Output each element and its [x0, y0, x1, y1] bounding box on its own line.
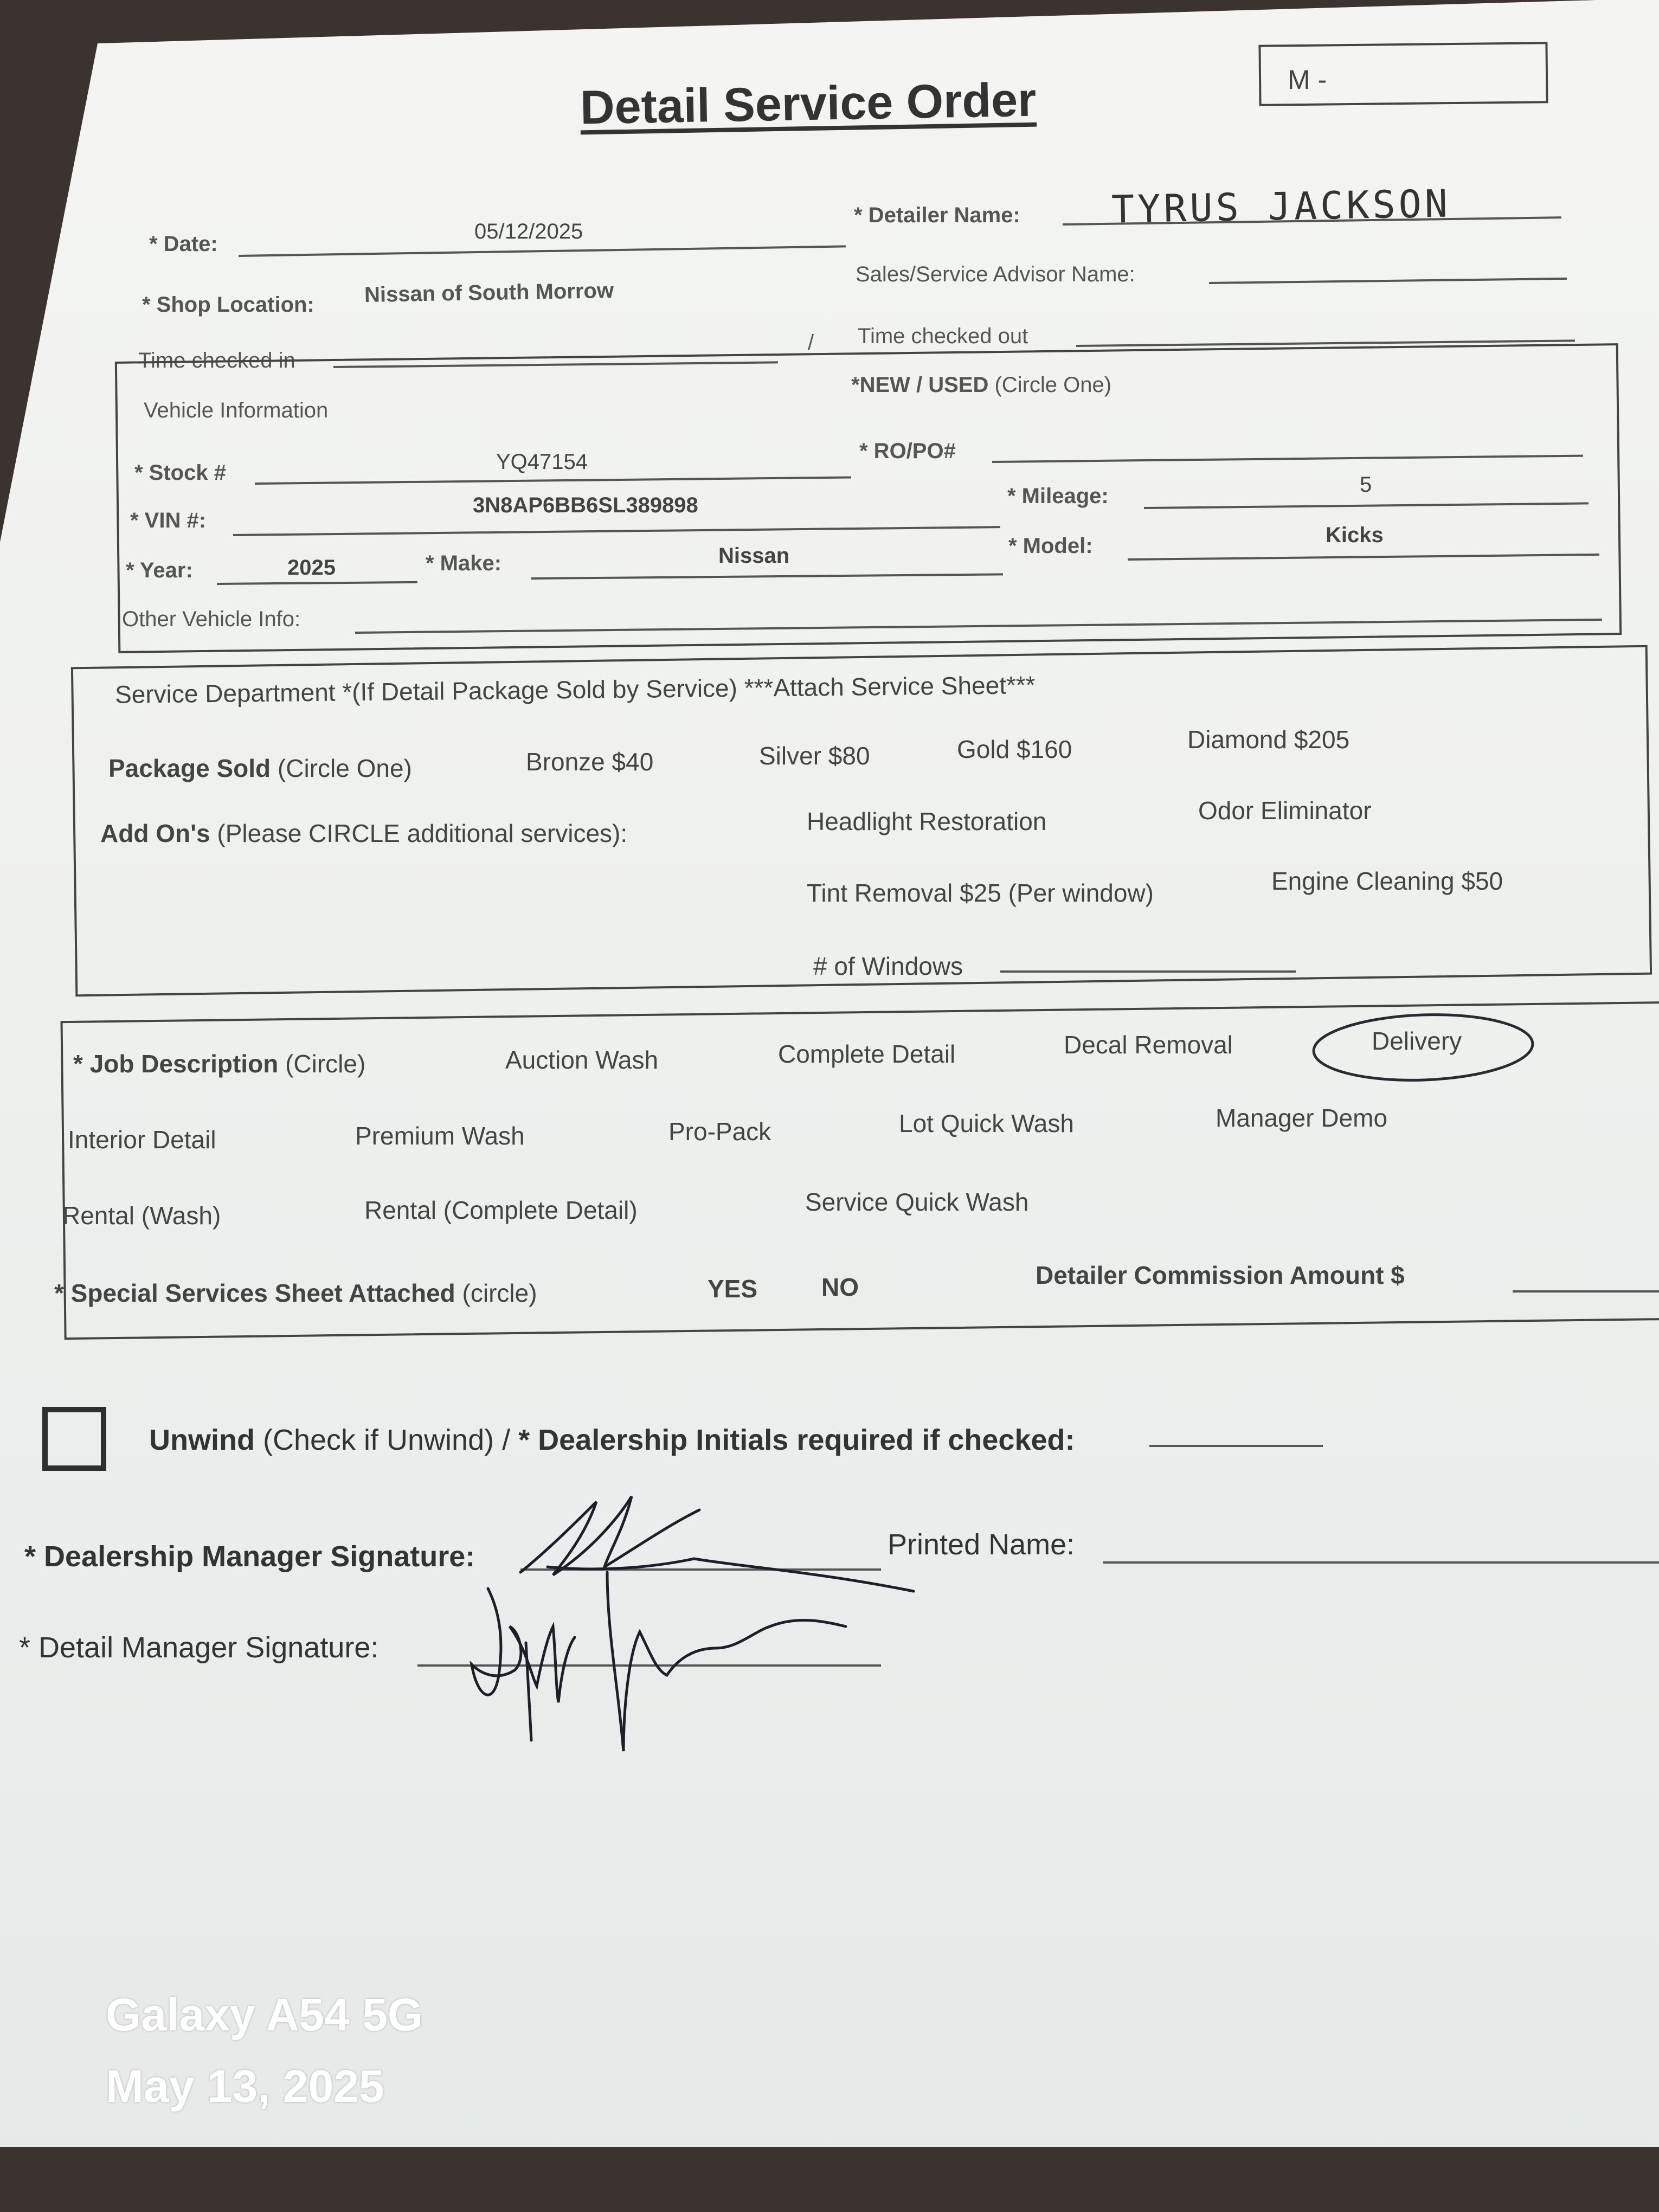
- printed-name-line: [1103, 1561, 1659, 1564]
- job-rental-complete[interactable]: Rental (Complete Detail): [364, 1196, 638, 1224]
- package-sold-label: [108, 754, 412, 783]
- new-used-label: [851, 373, 1111, 397]
- detailer-name-value: TYRUS JACKSON: [1111, 181, 1451, 232]
- make-value: Nissan: [718, 544, 790, 568]
- job-label: [73, 1049, 365, 1078]
- package-diamond[interactable]: Diamond $205: [1187, 725, 1350, 754]
- package-gold[interactable]: Gold $160: [957, 735, 1072, 763]
- vin-label: * VIN #:: [130, 509, 207, 532]
- package-bronze[interactable]: Bronze $40: [526, 748, 654, 776]
- package-silver[interactable]: Silver $80: [759, 742, 870, 770]
- special-services-hint: (circle): [462, 1279, 537, 1307]
- unwind-label: [149, 1423, 1075, 1457]
- addon-engine[interactable]: Engine Cleaning $50: [1271, 867, 1503, 895]
- date-label: * Date:: [149, 232, 218, 256]
- addon-tint[interactable]: Tint Removal $25 (Per window): [807, 879, 1154, 907]
- time-out-label: Time checked out: [858, 324, 1028, 348]
- job-label-hint: (Circle): [285, 1050, 366, 1078]
- advisor-label: Sales/Service Advisor Name:: [856, 262, 1135, 286]
- form-id-label: M -: [1288, 65, 1327, 95]
- stock-label: * Stock #: [134, 461, 226, 485]
- job-rental-wash[interactable]: Rental (Wash): [62, 1201, 221, 1230]
- addons-hint: (Please CIRCLE additional services):: [217, 819, 628, 847]
- unwind-checkbox[interactable]: [42, 1407, 106, 1471]
- stock-value: YQ47154: [496, 450, 588, 474]
- job-interior-detail[interactable]: Interior Detail: [68, 1126, 216, 1154]
- job-complete-detail[interactable]: Complete Detail: [778, 1040, 956, 1068]
- vehicle-info-label: Vehicle Information: [144, 398, 329, 422]
- job-delivery[interactable]: Delivery: [1372, 1027, 1462, 1055]
- service-header: Service Department *(If Detail Package Sold by Service) ***Attach Service Sheet***: [114, 671, 1036, 709]
- detail-manager-sig-label: * Detail Manager Signature:: [19, 1631, 379, 1664]
- detail-manager-signature: [445, 1567, 889, 1762]
- package-sold-hint: (Circle One): [277, 754, 412, 782]
- addons-label: [100, 819, 627, 848]
- year-label: * Year:: [126, 558, 193, 582]
- job-auction-wash[interactable]: Auction Wash: [505, 1046, 659, 1074]
- new-used-text: *NEW / USED: [851, 373, 989, 397]
- unwind-text: Unwind: [149, 1424, 255, 1456]
- other-info-label: Other Vehicle Info:: [122, 607, 301, 631]
- unwind-initials-line: [1149, 1445, 1323, 1447]
- delivery-circle-mark: [1309, 1008, 1537, 1090]
- camera-watermark: [106, 1979, 423, 2122]
- job-label-text: * Job Description: [73, 1050, 279, 1078]
- time-in-label: Time checked in: [138, 349, 295, 372]
- special-no[interactable]: NO: [821, 1273, 859, 1301]
- mileage-value: 5: [1360, 473, 1372, 497]
- model-value: Kicks: [1326, 523, 1384, 547]
- job-service-quick-wash[interactable]: Service Quick Wash: [805, 1188, 1029, 1216]
- addons-text: Add On's: [100, 819, 210, 847]
- addon-odor[interactable]: Odor Eliminator: [1198, 796, 1372, 825]
- form-title: Detail Service Order: [580, 72, 1037, 134]
- time-slash: /: [808, 331, 814, 355]
- special-services-label: [54, 1278, 537, 1308]
- job-lot-quick-wash[interactable]: Lot Quick Wash: [899, 1109, 1074, 1137]
- shop-location-label: * Shop Location:: [142, 293, 314, 317]
- special-services-text: * Special Services Sheet Attached: [54, 1279, 455, 1307]
- new-used-hint: (Circle One): [994, 373, 1112, 397]
- job-pro-pack[interactable]: Pro-Pack: [668, 1117, 771, 1146]
- year-value: 2025: [287, 556, 336, 580]
- unwind-hint: (Check if Unwind) /: [262, 1424, 511, 1456]
- job-premium-wash[interactable]: Premium Wash: [355, 1122, 525, 1150]
- commission-line: [1513, 1290, 1659, 1293]
- addon-headlight[interactable]: Headlight Restoration: [807, 807, 1047, 835]
- printed-name-label: Printed Name:: [888, 1528, 1075, 1561]
- mileage-label: * Mileage:: [1007, 484, 1109, 508]
- commission-label: Detailer Commission Amount $: [1036, 1261, 1405, 1289]
- windows-label: # of Windows: [813, 952, 963, 980]
- job-decal-removal[interactable]: Decal Removal: [1064, 1031, 1233, 1059]
- dealership-manager-sig-label: * Dealership Manager Signature:: [24, 1540, 475, 1573]
- watermark-date: May 13, 2025: [106, 2061, 384, 2112]
- package-sold-text: Package Sold: [108, 754, 271, 782]
- date-value: 05/12/2025: [474, 220, 583, 243]
- unwind-required: * Dealership Initials required if checked:: [518, 1424, 1075, 1456]
- windows-line: [1000, 970, 1296, 973]
- model-label: * Model:: [1008, 534, 1093, 558]
- make-label: * Make:: [426, 551, 502, 575]
- vin-value: 3N8AP6BB6SL389898: [473, 493, 698, 517]
- shop-location-value: Nissan of South Morrow: [364, 278, 614, 307]
- job-manager-demo[interactable]: Manager Demo: [1216, 1104, 1388, 1132]
- special-yes[interactable]: YES: [708, 1275, 758, 1303]
- ro-po-label: * RO/PO#: [859, 439, 956, 463]
- watermark-device: Galaxy A54 5G: [106, 1989, 423, 2040]
- detailer-name-label: * Detailer Name:: [854, 203, 1020, 227]
